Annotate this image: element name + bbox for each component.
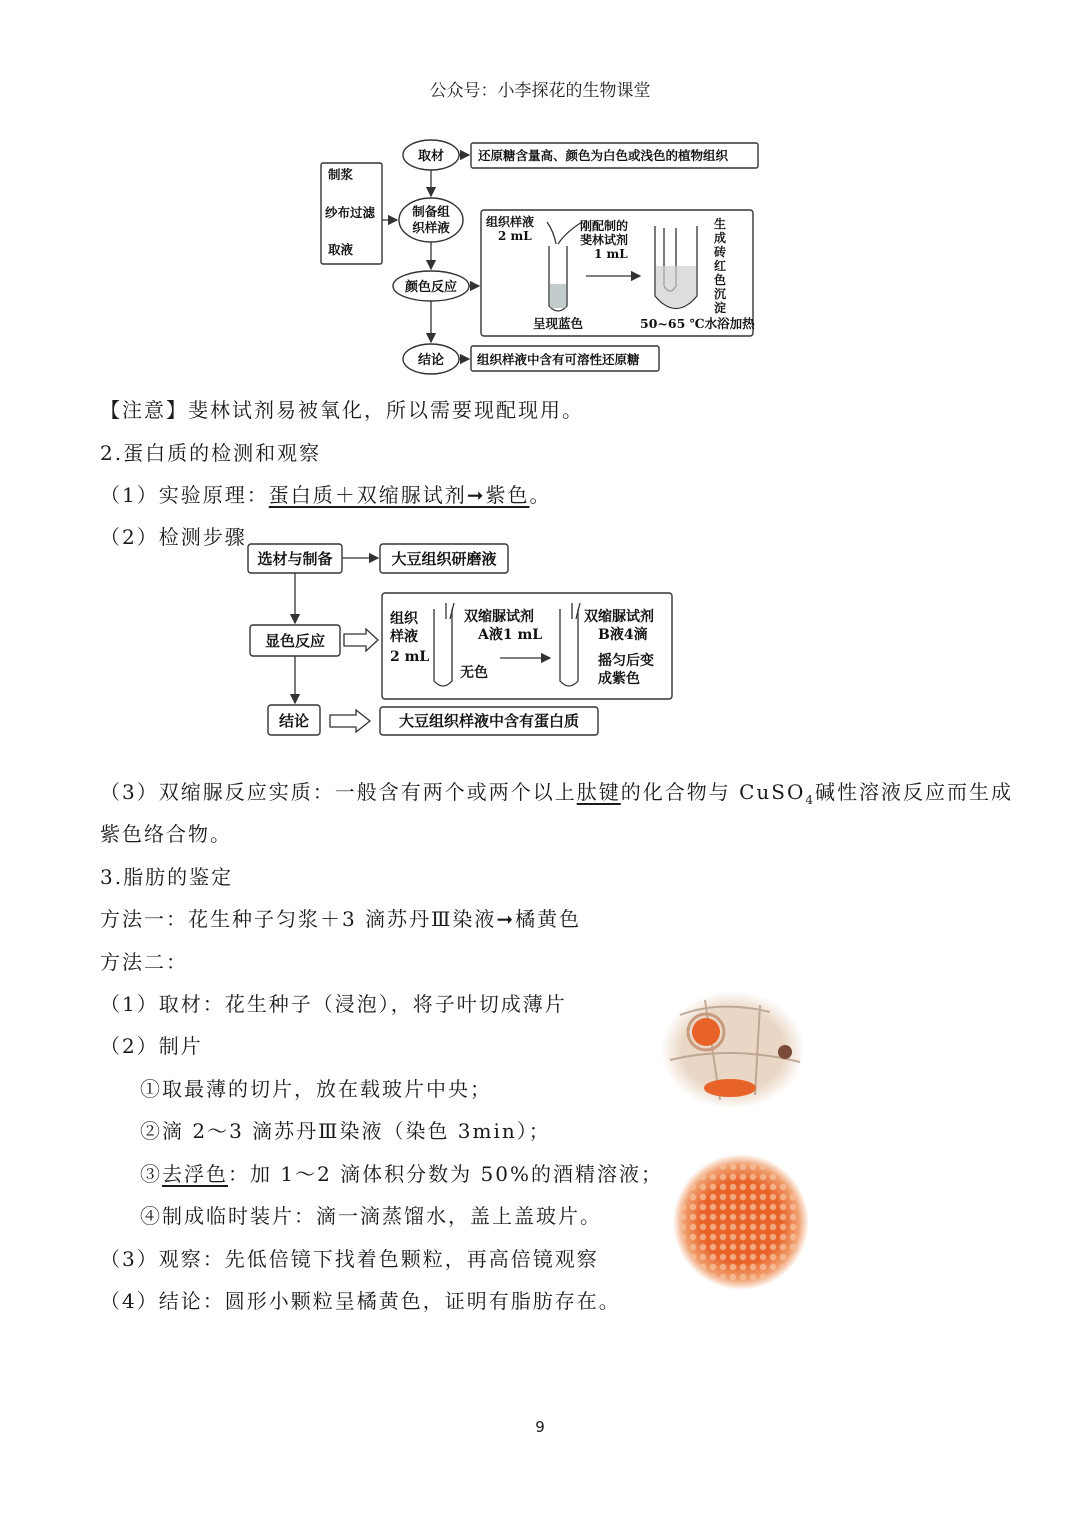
method2-step3: （3）观察：先低倍镜下找着色颗粒，再高倍镜观察 <box>100 1247 599 1271</box>
principle-prefix: （1）实验原理： <box>100 483 269 507</box>
method2-step1: （1）取材：花生种子（浸泡），将子叶切成薄片 <box>100 992 567 1016</box>
step-reaction: 颜色反应 <box>404 280 458 295</box>
side-step-2: 纱布过滤 <box>325 205 376 220</box>
section2-title: 2.蛋白质的检测和观察 <box>100 441 322 465</box>
biuret-text-a: （3）双缩脲反应实质：一般含有两个或两个以上 <box>100 780 577 804</box>
principle-suffix: 。 <box>529 483 552 507</box>
reagentB-line1: 双缩脲试剂 <box>584 609 654 625</box>
sample-label: 组织样液 <box>486 215 535 229</box>
slide-step-c <box>140 1158 663 1187</box>
blue-note: 呈现蓝色 <box>533 316 584 331</box>
note-paragraph: 【注意】斐林试剂易被氧化，所以需要现配现用。 <box>100 398 584 422</box>
page-header: 公众号：小李探花的生物课堂 <box>429 81 651 101</box>
biuret-essence-line <box>100 776 1013 807</box>
result-char-3: 砖 <box>714 245 727 259</box>
biuret-subscript: 4 <box>805 793 816 807</box>
reagentA-line2: A液1 mL <box>478 627 543 643</box>
slide-step-c-suffix: ：加 1～2 滴体积分数为 50%的酒精溶液； <box>228 1162 663 1186</box>
side-step-1: 制浆 <box>328 167 354 182</box>
sample-volume: 2 mL <box>498 229 532 243</box>
tissue-line1: 组织 <box>390 611 418 627</box>
step-sampling-note: 还原糖含量高、颜色为白色或浅色的植物组织 <box>478 148 729 163</box>
result-char-4: 红 <box>714 259 727 273</box>
shake-line1: 摇匀后变 <box>598 653 654 669</box>
micrograph-cells-image <box>660 990 806 1110</box>
step-conclusion: 结论 <box>278 712 310 730</box>
result-char-5: 色 <box>714 273 727 287</box>
slide-step-d: ④制成临时装片：滴一滴蒸馏水，盖上盖玻片。 <box>140 1204 602 1228</box>
step-select: 选材与制备 <box>257 550 333 568</box>
reagentB-line2: B液4滴 <box>598 627 648 643</box>
step-conclusion-note: 大豆组织样液中含有蛋白质 <box>398 712 580 730</box>
micrograph-granules-image <box>668 1152 814 1292</box>
method2-label: 方法二： <box>100 950 188 974</box>
method2-step4: （4）结论：圆形小颗粒呈橘黄色，证明有脂肪存在。 <box>100 1289 621 1313</box>
result-char-1: 生 <box>714 217 727 231</box>
reagent-line1: 刚配制的 <box>580 219 629 233</box>
reagentA-line1: 双缩脲试剂 <box>464 609 534 625</box>
biuret-essence-line2: 紫色络合物。 <box>100 822 232 846</box>
reducing-sugar-flowchart <box>318 136 764 376</box>
slide-step-b: ②滴 2～3 滴苏丹Ⅲ染液（染色 3min）； <box>140 1119 551 1143</box>
orange-droplet <box>704 1079 756 1097</box>
result-char-7: 淀 <box>714 301 727 315</box>
slide-step-a: ①取最薄的切片，放在载玻片中央； <box>140 1077 492 1101</box>
biuret-text-b: 的化合物与 CuSO <box>620 780 806 804</box>
slide-step-c-prefix: ③ <box>140 1162 162 1186</box>
tissue-line2: 样液 <box>390 629 418 645</box>
method2-step2: （2）制片 <box>100 1034 203 1058</box>
step-sampling: 取材 <box>417 149 445 164</box>
step-prepare-line1: 制备组 <box>412 204 450 219</box>
principle-line <box>100 479 552 508</box>
conclusion-note: 组织样液中含有可溶性还原糖 <box>477 352 640 367</box>
colorless-note: 无色 <box>460 665 488 681</box>
heat-note: 50~65 ℃水浴加热 <box>640 316 755 331</box>
result-char-2: 成 <box>714 231 727 245</box>
section3-title: 3.脂肪的鉴定 <box>100 865 234 889</box>
step-select-note: 大豆组织研磨液 <box>391 550 497 568</box>
reagent-line3: 1 mL <box>594 247 628 261</box>
steps-label: （2）检测步骤 <box>100 525 247 549</box>
principle-underlined: 蛋白质＋双缩脲试剂➞紫色 <box>268 483 530 507</box>
side-step-3: 取液 <box>328 242 354 257</box>
result-char-6: 沉 <box>714 287 727 301</box>
method1-line: 方法一：花生种子匀浆＋3 滴苏丹Ⅲ染液➞橘黄色 <box>100 907 582 931</box>
tissue-line3: 2 mL <box>390 649 430 665</box>
step-conclusion: 结论 <box>417 353 445 368</box>
orange-droplet <box>692 1018 720 1046</box>
slide-step-c-underlined: 去浮色 <box>162 1162 228 1186</box>
shake-line2: 成紫色 <box>598 671 640 687</box>
reagent-line2: 斐林试剂 <box>580 233 629 247</box>
protein-flowchart <box>244 541 680 739</box>
step-reaction: 显色反应 <box>264 632 326 650</box>
step-prepare-line2: 织样液 <box>412 220 450 235</box>
biuret-text-c: 碱性溶液反应而生成 <box>815 780 1014 804</box>
page-number: 9 <box>535 1418 545 1436</box>
biuret-peptide-bond: 肽键 <box>576 780 621 804</box>
